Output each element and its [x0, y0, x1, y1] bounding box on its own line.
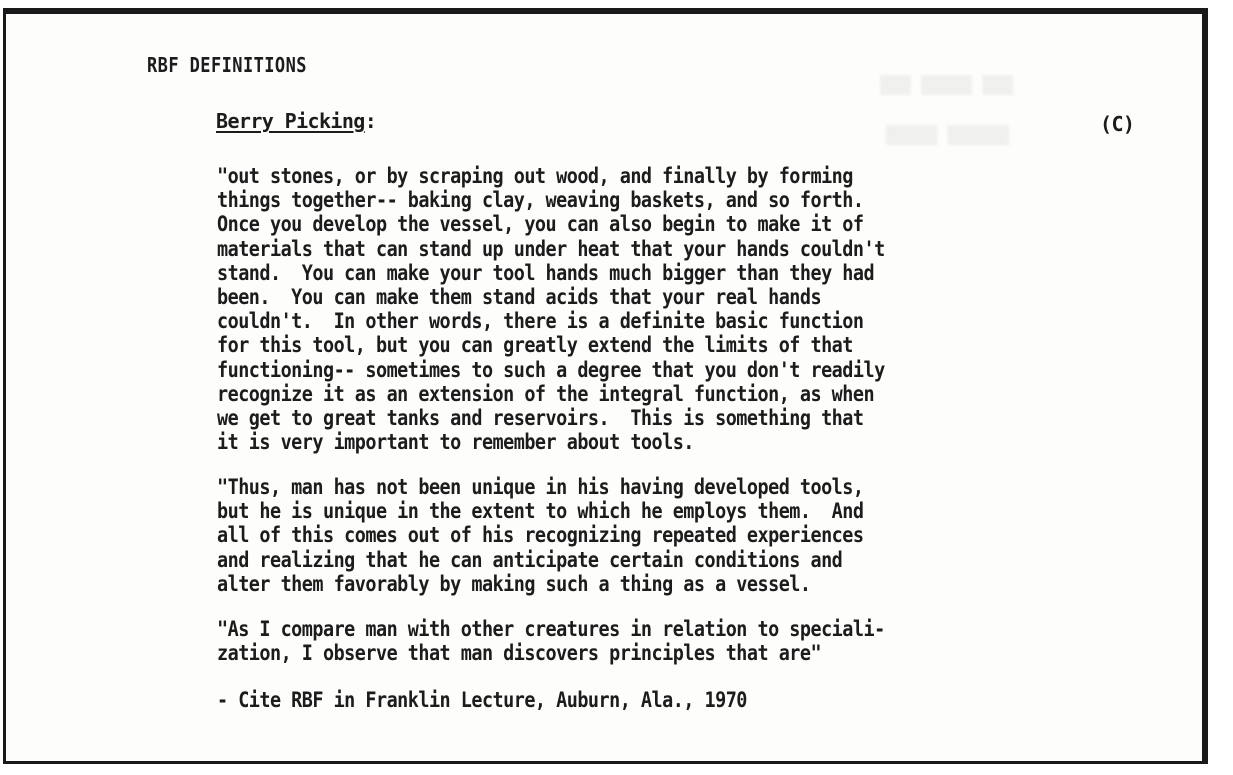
entry-term-label: Berry Picking: [216, 109, 365, 133]
definition-card: [3, 8, 1208, 764]
show-through-mark: ▒▒▒▒▒ ▒▒▒▒▒▒: [886, 126, 1009, 146]
entry-term: [216, 109, 376, 133]
section-mark: (C): [1100, 112, 1135, 136]
page-title: RBF DEFINITIONS: [147, 53, 307, 77]
quote-paragraph: "As I compare man with other creatures in relation to speciali- zation, I observe that man discovers principles that are": [217, 617, 885, 666]
show-through-mark: ▒▒▒ ▒▒▒▒▒ ▒▒▒: [880, 76, 1014, 96]
entry-term-colon: :: [364, 109, 377, 133]
quote-paragraph: "Thus, man has not been unique in his having developed tools, but he is unique in the extent to which he employs them. And all of this comes out of his recognizing repeated experiences and realizing that he can anticipate certain conditions and alter them favorably by making such a thing as a vessel.: [217, 475, 864, 596]
citation: - Cite RBF in Franklin Lecture, Auburn, Ala., 1970: [217, 688, 747, 712]
quote-paragraph: "out stones, or by scraping out wood, and finally by forming things together-- baking clay, weaving baskets, and so forth. Once you develop the vessel, you can also begin to make it of materials that can stand up under heat that your hands couldn't stand. You can make your tool hands much bigger than they had been. You can make them stand acids that your real hands couldn't. In other words, there is a definite basic function for this tool, but you can greatly extend the limits of that functioning-- sometimes to such a degree that you don't readily recognize it as an extension of the integral function, as when we get to great tanks and reservoirs. This is something that it is very important to remember about tools.: [217, 164, 885, 455]
